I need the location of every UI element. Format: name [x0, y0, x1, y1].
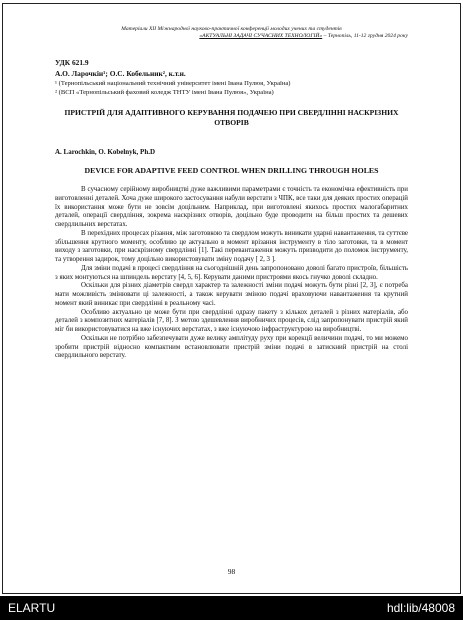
conference-name: «АКТУАЛЬНІ ЗАДАЧІ СУЧАСНИХ ТЕХНОЛОГІЙ»: [199, 33, 323, 40]
page-number: 98: [227, 567, 236, 576]
body-paragraph: Особливо актуально це може бути при свердлінні одразу пакету з кількох деталей з різних матеріалів, або деталей з композитних матеріалів [7, 8]. З метою здешевлення виробничих процесів, слід запропонувати пристрій який міг би використовуватися на вже існуючих верстатах, з вже існуючою інфраструктурою на виробництві.: [55, 308, 408, 333]
authors-en: A. Larochkin, O. Kobelnyk, Ph.D: [55, 148, 156, 156]
repository-footer-bar: [0, 596, 463, 620]
body-paragraph: В перехідних процесах різання, між заготовкою та свердлом можуть виникати ударні навантаження, та суттєве збільшення крутного моменту, особливо це актуально в момент врізання інструменту в тіло заготовки, та в момент виходу з заготовки, при наскрізному свердлінні [1]. Такі перевантаження можуть призводити до поломок інструменту, та утворення задирок, тому доцільно використовувати зміну подачу [ 2, 3 ].: [55, 229, 408, 263]
page-sheet: [2, 3, 461, 594]
affiliation-1: ¹ (Тернопільський національний технічний університет імені Івана Пулюя, Україна): [55, 80, 291, 87]
conference-header: [55, 26, 408, 40]
body-paragraph: Оскільки не потрібно забезпечувати дуже велику амплітуду руху при корекції величини подачі, то ми можемо зробити пристрій відносно компактним встановлювати пристрій зміни подачі в затискний пристрій на столі свердлильного верстату.: [55, 334, 408, 360]
paper-title-en: DEVICE FOR ADAPTIVE FEED CONTROL WHEN DRILLING THROUGH HOLES: [84, 166, 379, 175]
repository-name: ELARTU: [8, 601, 56, 615]
body-paragraph: Для зміни подачі в процесі свердління на сьогоднішній день запропоновано доволі багато пристроїв, більшість з яких монтуються на шпиндель верстату [4, 5, 6]. Керувати даними пристроями якось гнучко доволі складно.: [55, 264, 408, 281]
udk-code: УДК 621.9: [55, 58, 89, 67]
conference-header-line2: [55, 33, 408, 40]
handle-link[interactable]: hdl:lib/48008: [386, 601, 455, 615]
paper-title-uk: ПРИСТРІЙ ДЛЯ АДАПТИВНОГО КЕРУВАННЯ ПОДАЧЕЮ ПРИ СВЕРДЛІННІ НАСКРІЗНИХ ОТВОРІВ: [64, 108, 399, 127]
affiliation-2: ² (ВСП «Тернопільський фаховий коледж ТНТУ імені Івана Пулюя», Україна): [55, 89, 274, 96]
authors-uk: А.О. Ларочкін¹; О.С. Кобельник², к.т.н.: [55, 69, 186, 78]
conference-header-line1: Матеріали ХІІ Міжнародної науково-практичної конференції молодих учених та студентів: [121, 26, 342, 32]
conference-place-date: – Тернопіль, 11-12 грудня 2024 року: [322, 33, 408, 40]
paper-content: [55, 26, 408, 576]
body-paragraph: В сучасному серійному виробництві дуже важливими параметрами є точність та економічна ефективність при виготовленні деталей. Хоча дуже широкого застосування набули верстати з ЧПК, все таки для деяких простих операцій їх використання може бути не зовсім доцільним. Наприклад, при виготовлені якихось простих малогабаритних деталей, операції свердління, зокрема наскрізних отворів, доцільно буде проводити на більш простих та дешевих свердлильних верстатах.: [55, 186, 408, 228]
paper-body: [55, 186, 408, 361]
body-paragraph: Оскільки для різних діаметрів свердл характер та залежності зміни подачі можуть бути різні [2, 3], є потреба мати можливість змінювати ці залежності, а також керувати зміною подачі враховуючи навантаження та крутний момент який виникає при свердлінні в реальному часі.: [55, 282, 408, 307]
